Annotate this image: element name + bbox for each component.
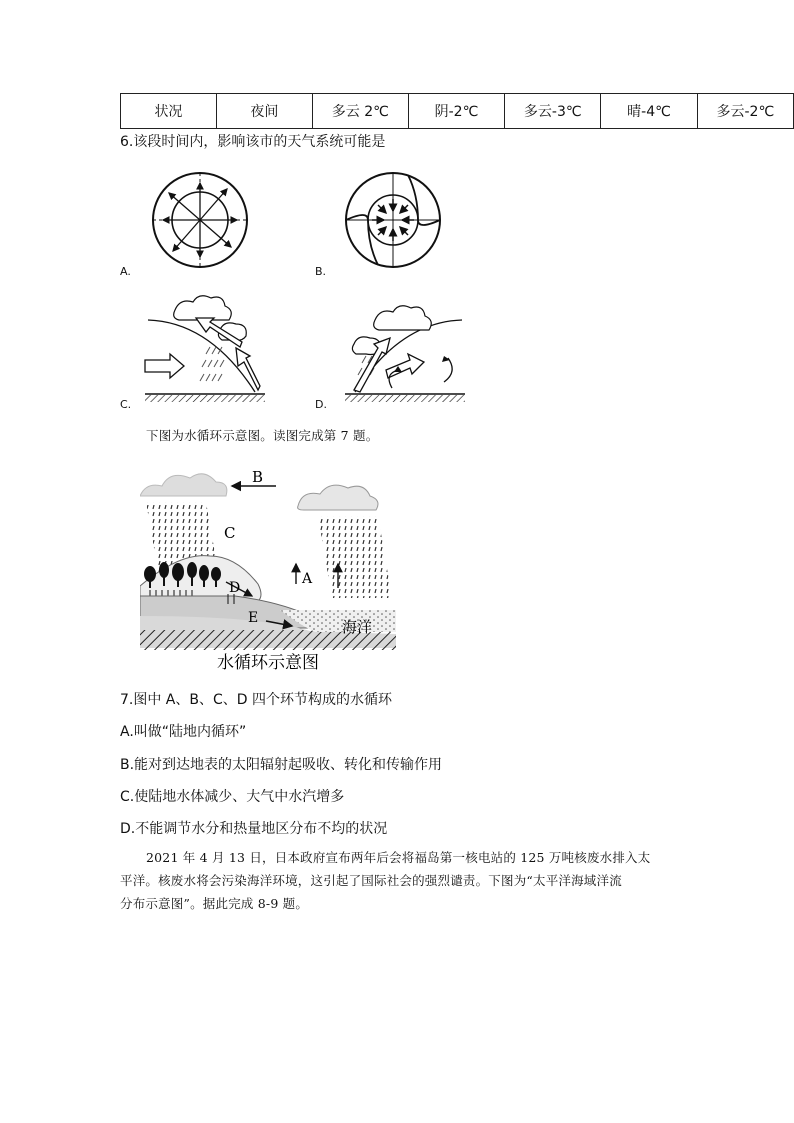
option-a-diagram [145, 165, 255, 275]
table-cell: 阴-2℃ [408, 94, 504, 129]
figure-caption: 水循环示意图 [217, 653, 319, 673]
question-7-option-c: C.使陆地水体减少、大气中水汽增多 [120, 789, 345, 805]
weather-table [120, 93, 794, 129]
table-cell: 多云-2℃ [697, 94, 793, 129]
question-7-option-b: B.能对到达地表的太阳辐射起吸收、转化和传输作用 [120, 757, 443, 773]
option-b-diagram [338, 165, 448, 275]
label-c: C [224, 524, 236, 542]
table-cell: 多云 2℃ [312, 94, 408, 129]
option-b-label: B. [315, 265, 327, 278]
label-a: A [302, 571, 313, 587]
intro-q7: 下图为水循环示意图。读图完成第 7 题。 [146, 428, 379, 443]
option-c-label: C. [120, 398, 132, 411]
option-d-diagram [340, 292, 470, 404]
passage-line-1: 2021 年 4 月 13 日，日本政府宣布两年后会将福岛第一核电站的 125 万吨核废水排入太 [146, 850, 651, 865]
question-6-text: 6.该段时间内，影响该市的天气系统可能是 [120, 134, 386, 150]
label-d: D [229, 580, 241, 596]
water-cycle-diagram [140, 456, 396, 676]
label-sea: 海洋 [342, 618, 373, 636]
question-7-option-a: A.叫做“陆地内循环” [120, 724, 247, 740]
option-c-diagram [140, 292, 270, 404]
table-cell: 晴-4℃ [601, 94, 697, 129]
question-7-option-d: D.不能调节水分和热量地区分布不均的状况 [120, 821, 388, 837]
passage-line-2: 平洋。核废水将会污染海洋环境，这引起了国际社会的强烈谴责。下图为“太平洋海域洋流 [120, 873, 622, 888]
passage-line-3: 分布示意图”。据此完成 8-9 题。 [120, 896, 309, 911]
option-d-label: D. [315, 398, 327, 411]
label-e: E [248, 610, 259, 626]
table-row [121, 94, 794, 129]
table-cell: 多云-3℃ [505, 94, 601, 129]
label-b: B [252, 468, 264, 486]
question-7-text: 7.图中 A、B、C、D 四个环节构成的水循环 [120, 692, 392, 708]
table-cell: 状况 [121, 94, 217, 129]
option-a-label: A. [120, 265, 131, 278]
table-cell: 夜间 [216, 94, 312, 129]
